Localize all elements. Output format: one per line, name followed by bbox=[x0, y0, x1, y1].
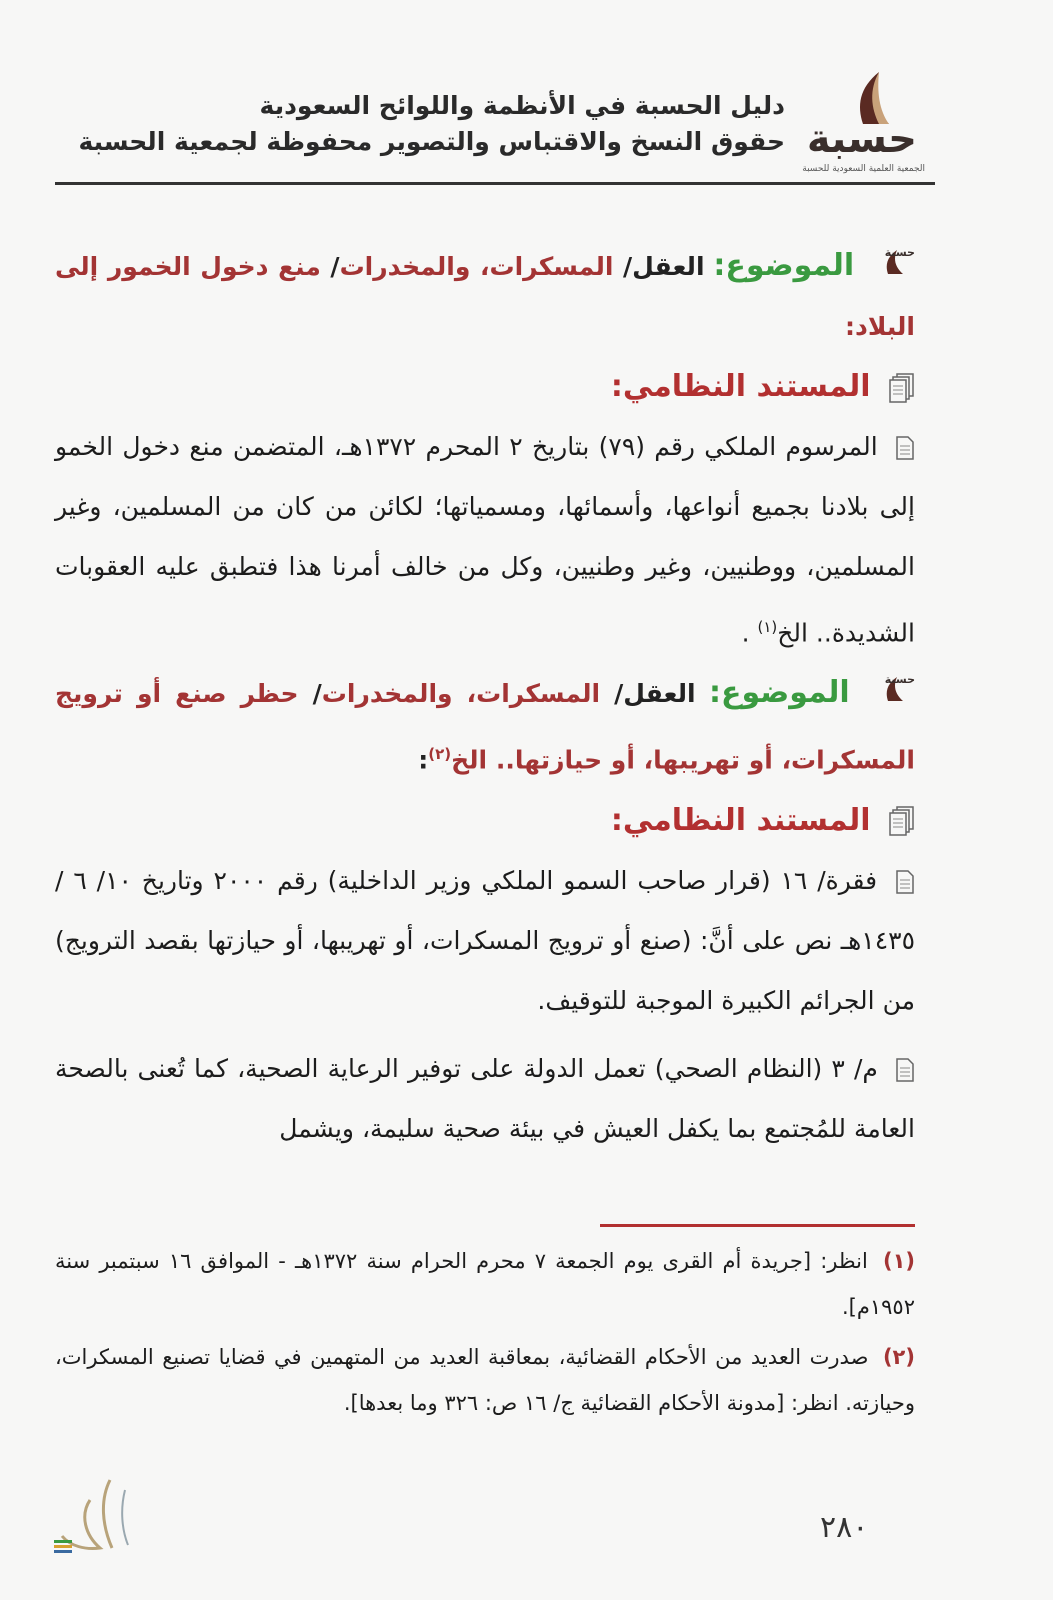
mini-logo-icon: حسبة bbox=[873, 249, 915, 287]
section-heading-text: المستند النظامي: bbox=[610, 802, 871, 838]
page-header bbox=[55, 70, 935, 190]
section-heading-2 bbox=[55, 791, 915, 851]
topic-heading-1: حسبة الموضوع: العقل/ المسكرات، والمخدرات/ منع دخول الخمور إلى البلاد: bbox=[55, 246, 915, 341]
footnote-ref: (٢) bbox=[428, 745, 452, 764]
footnote-text: صدرت العديد من الأحكام القضائية، بمعاقبة العديد من المتهمين في قضايا تصنيع المسكرات، وحيازته. انظر: [مدونة الأحكام القضائية ج/ ١٦ ص: ٣٢٦ وما بعدها]. bbox=[55, 1345, 915, 1415]
topic-part-a: العقل bbox=[632, 252, 705, 281]
paragraph-interior-decision bbox=[55, 851, 915, 1031]
footnotes bbox=[55, 1238, 915, 1430]
topic-part-b: المسكرات، والمخدرات bbox=[339, 252, 614, 281]
topic-part-c: حظر صنع أو ترويج المسكرات، أو تهريبها، أو حيازتها.. الخ bbox=[55, 679, 915, 775]
hisbah-logo bbox=[795, 70, 935, 180]
documents-icon bbox=[889, 373, 915, 403]
main-content bbox=[55, 236, 915, 1159]
logo-subtitle: الجمعية العلمية السعودية للحسبة bbox=[802, 164, 925, 174]
paragraph-text: م/ ٣ (النظام الصحي) تعمل الدولة على توفير الرعاية الصحية، كما تُعنى بالصحة العامة للمُجتمع بما يكفل العيش في بيئة صحية سليمة، ويشمل bbox=[55, 1053, 915, 1143]
topic-part-c: منع دخول الخمور إلى البلاد: bbox=[55, 252, 915, 341]
topic-label: الموضوع: bbox=[708, 675, 850, 711]
header-copyright: حقوق النسخ والاقتباس والتصوير محفوظة لجمعية الحسبة bbox=[78, 127, 785, 156]
footnote-text: انظر: [جريدة أم القرى يوم الجمعة ٧ محرم الحرام سنة ١٣٧٢هـ - الموافق ١٦ سبتمبر سنة ١٩٥٢م]. bbox=[55, 1249, 915, 1319]
paragraph-text: فقرة/ ١٦ (قرار صاحب السمو الملكي وزير الداخلية) رقم ٢٠٠٠ وتاريخ ١٠/ ٦ / ١٤٣٥هـ نص على أنَّ: (صنع أو ترويج المسكرات، أو تهريبها، أو حيازتها بقصد الترويج) من الجرائم الكبيرة الموجبة للتوقيف. bbox=[55, 865, 915, 1015]
topic-heading-2: حسبة الموضوع: العقل/ المسكرات، والمخدرات/ حظر صنع أو ترويج المسكرات، أو تهريبها، أو حيازتها.. الخ$^{(٢)}$: bbox=[55, 673, 916, 775]
section-heading-1 bbox=[55, 357, 915, 417]
documents-icon bbox=[889, 806, 915, 836]
logo-wordmark: حسبة bbox=[806, 116, 917, 162]
document-icon bbox=[895, 870, 915, 894]
paragraph-text: المرسوم الملكي رقم (٧٩) بتاريخ ٢ المحرم ١٣٧٢هـ، المتضمن منع دخول الخمو إلى بلادنا بجميع أنواعها، وأسمائها، ومسمياتها؛ لكائن من كان من المسلمين، وغير المسلمين، ووطنيين، وغير وطنيين، وكل من خالف أمرنا هذا فتطبق عليه العقوبات الشديدة.. الخ bbox=[55, 432, 915, 648]
footnote-ref: (١) bbox=[757, 618, 778, 636]
topic-part-a: العقل bbox=[623, 679, 696, 709]
topic-part-b: المسكرات، والمخدرات bbox=[321, 679, 601, 709]
page-number: ٢٨٠ bbox=[820, 1510, 869, 1545]
document-icon bbox=[895, 1058, 915, 1082]
header-divider bbox=[55, 182, 935, 185]
footnote-item bbox=[55, 1334, 915, 1426]
paragraph-health-system bbox=[55, 1039, 915, 1159]
paragraph-royal-decree: المرسوم الملكي رقم (٧٩) بتاريخ ٢ المحرم ١٣٧٢هـ، المتضمن منع دخول الخمو إلى بلادنا بجميع أنواعها، وأسمائها، ومسمياتها؛ لكائن من كان من المسلمين، وغير المسلمين، ووطنيين، وغير وطنيين، وكل من خالف أمرنا هذا فتطبق عليه العقوبات الشديدة.. الخ$^{(١)}$ . bbox=[55, 432, 915, 648]
section-heading-text: المستند النظامي: bbox=[610, 369, 871, 404]
guide-calligraphy-logo bbox=[40, 1470, 140, 1560]
footnote-divider bbox=[600, 1224, 915, 1227]
footnote-number: (٢) bbox=[882, 1345, 915, 1369]
footnote-number: (١) bbox=[882, 1249, 915, 1273]
document-icon bbox=[895, 436, 915, 460]
footnote-item bbox=[55, 1238, 915, 1330]
mini-logo-icon: حسبة bbox=[873, 676, 915, 714]
header-title: دليل الحسبة في الأنظمة واللوائح السعودية bbox=[259, 91, 785, 120]
topic-label: الموضوع: bbox=[713, 248, 855, 283]
